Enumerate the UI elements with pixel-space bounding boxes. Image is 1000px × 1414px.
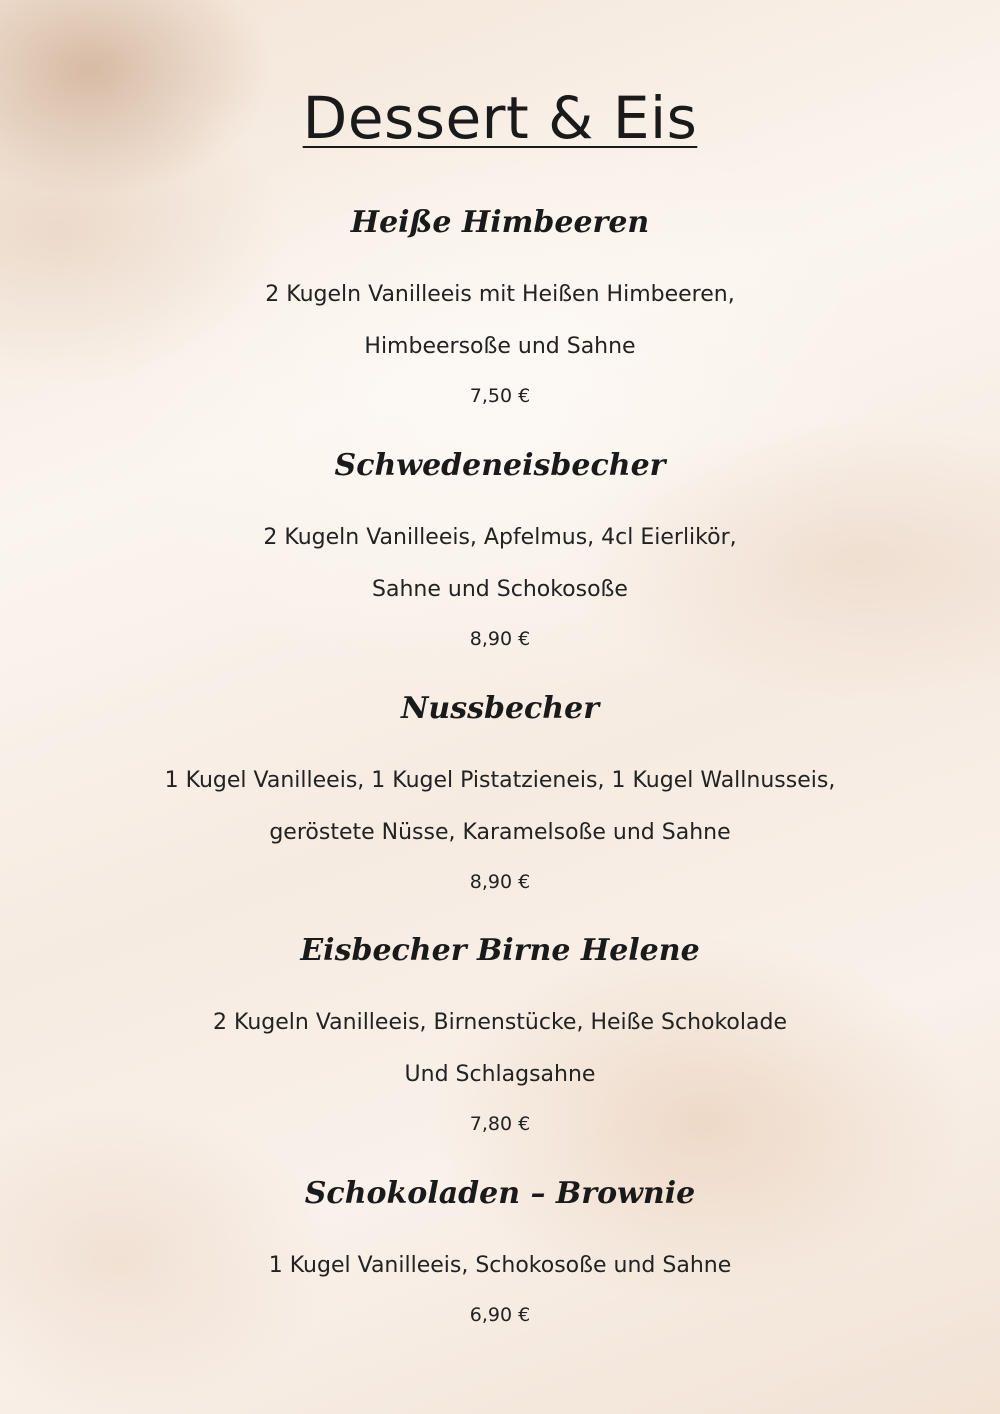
item-description-line: geröstete Nüsse, Karamelsoße und Sahne — [269, 820, 731, 845]
menu-item-schokoladen-brownie — [0, 1174, 1000, 1338]
item-description-line: 2 Kugeln Vanilleeis, Apfelmus, 4cl Eierlikör, — [263, 525, 737, 550]
item-name: Nussbecher — [400, 691, 600, 726]
item-name: Heiße Himbeeren — [350, 205, 650, 240]
item-description — [0, 997, 1000, 1101]
item-price: 8,90 € — [469, 628, 531, 650]
item-description — [0, 269, 1000, 373]
item-description — [0, 1240, 1000, 1292]
item-name: Schokoladen – Brownie — [304, 1176, 696, 1211]
item-description-line: Sahne und Schokosoße — [372, 577, 628, 602]
item-description-line: 1 Kugel Vanilleeis, 1 Kugel Pistatzieneis, 1 Kugel Wallnusseis, — [164, 768, 836, 793]
item-description-line: 1 Kugel Vanilleeis, Schokosoße und Sahne — [268, 1253, 732, 1278]
item-name: Schwedeneisbecher — [334, 448, 666, 483]
item-price: 7,50 € — [469, 385, 531, 407]
menu-item-birne-helene — [0, 931, 1000, 1147]
item-price: 6,90 € — [469, 1304, 531, 1326]
item-description-line: Und Schlagsahne — [404, 1062, 596, 1087]
page-title — [0, 82, 1000, 154]
menu-item-heisse-himbeeren — [0, 203, 1000, 419]
item-description-line: 2 Kugeln Vanilleeis, Birnenstücke, Heiße Schokolade — [213, 1010, 787, 1035]
menu-item-nussbecher — [0, 689, 1000, 905]
item-price: 7,80 € — [469, 1113, 531, 1135]
item-description-line: Himbeersoße und Sahne — [364, 334, 636, 359]
item-description — [0, 512, 1000, 616]
item-description-line: 2 Kugeln Vanilleeis mit Heißen Himbeeren, — [265, 282, 735, 307]
item-price: 8,90 € — [469, 871, 531, 893]
item-name: Eisbecher Birne Helene — [300, 933, 700, 968]
item-description — [0, 755, 1000, 859]
page-title-text: Dessert & Eis — [302, 84, 698, 152]
menu-item-schwedeneisbecher — [0, 446, 1000, 662]
